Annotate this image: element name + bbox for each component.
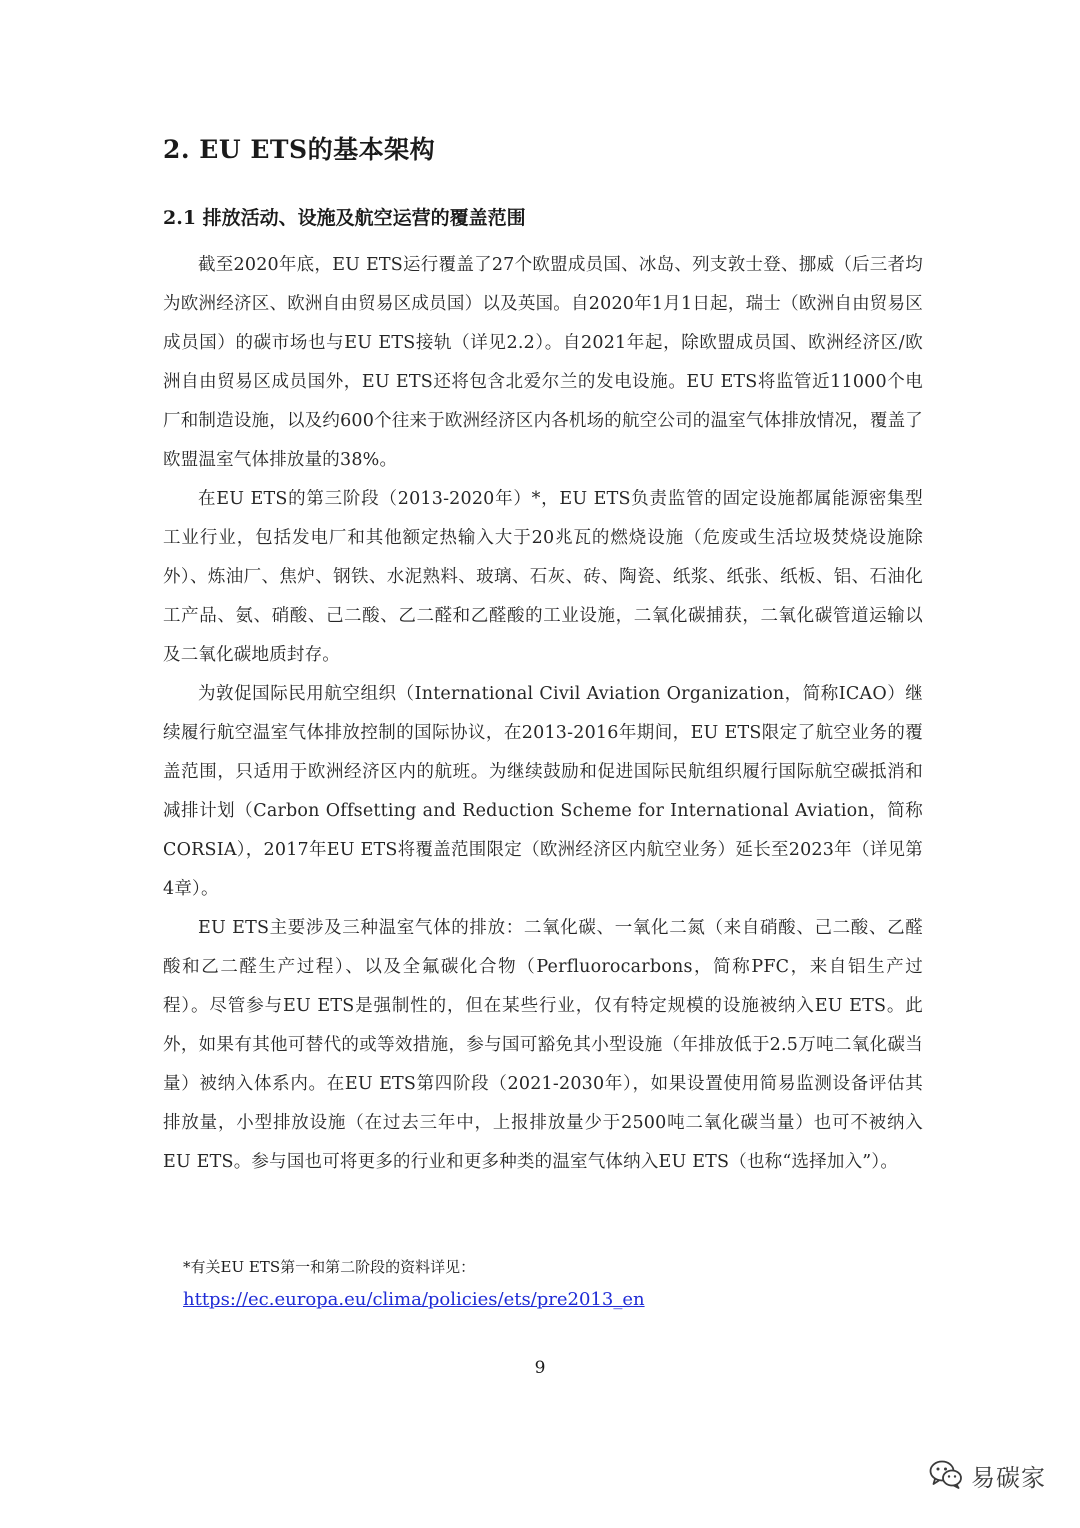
paragraph-aviation: 为敦促国际民用航空组织（International Civil Aviation Organization，简称ICAO）继续履行航空温室气体排放控制的国际协议，在2013-2016年期间，EU ETS限定了航空业务的覆盖范围，只适用于欧洲经济区内的航班。为继续鼓励和促进国际民航组织履行国际航空碳抵消和减排计划（Carbon Offsetting and Reduction Scheme for International Aviation，简称CORSIA），2017年EU ETS将覆盖范围限定（欧洲经济区内航空业务）延长至2023年（详见第4章）。 [163, 684, 923, 899]
page-number: 9 [534, 1358, 546, 1378]
section-heading: 2. EU ETS的基本架构 [163, 135, 436, 164]
wechat-icon [929, 1459, 963, 1493]
footnote-link[interactable]: https://ec.europa.eu/clima/policies/ets/pre2013_en [183, 1289, 645, 1310]
watermark-text: 易碳家 [971, 1464, 1046, 1492]
paragraph-coverage: 截至2020年底，EU ETS运行覆盖了27个欧盟成员国、冰岛、列支敦士登、挪威（后三者均为欧洲经济区、欧洲自由贸易区成员国）以及英国。自2020年1月1日起，瑞士（欧洲自由贸易区成员国）的碳市场也与EU ETS接轨（详见2.2）。自2021年起，除欧盟成员国、欧洲经济区/欧洲自由贸易区成员国外，EU ETS还将包含北爱尔兰的发电设施。EU ETS将监管近11000个电厂和制造设施，以及约600个往来于欧洲经济区内各机场的航空公司的温室气体排放情况，覆盖了欧盟温室气体排放量的38%。 [163, 255, 923, 470]
watermark [929, 1458, 1046, 1493]
body-text [163, 246, 923, 1182]
footnote: *有关EU ETS第一和第二阶段的资料详见： [183, 1258, 476, 1276]
paragraph-phase-three: 在EU ETS的第三阶段（2013-2020年）*，EU ETS负责监管的固定设施都属能源密集型工业行业，包括发电厂和其他额定热输入大于20兆瓦的燃烧设施（危废或生活垃圾焚烧设施除外）、炼油厂、焦炉、钢铁、水泥熟料、玻璃、石灰、砖、陶瓷、纸浆、纸张、纸板、铝、石油化工产品、氨、硝酸、己二酸、乙二醛和乙醛酸的工业设施，二氧化碳捕获，二氧化碳管道运输以及二氧化碳地质封存。 [163, 489, 923, 665]
paragraph-gases: EU ETS主要涉及三种温室气体的排放：二氧化碳、一氧化二氮（来自硝酸、己二酸、乙醛酸和乙二醛生产过程）、以及全氟碳化合物（Perfluorocarbons，简称PFC，来自铝生产过程）。尽管参与EU ETS是强制性的，但在某些行业，仅有特定规模的设施被纳入EU ETS。此外，如果有其他可替代的或等效措施，参与国可豁免其小型设施（年排放低于2.5万吨二氧化碳当量）被纳入体系内。在EU ETS第四阶段（2021-2030年），如果设置使用简易监测设备评估其排放量，小型排放设施（在过去三年中，上报排放量少于2500吨二氧化碳当量）也可不被纳入EU ETS。参与国也可将更多的行业和更多种类的温室气体纳入EU ETS（也称“选择加入”）。 [163, 918, 923, 1172]
subsection-heading: 2.1 排放活动、设施及航空运营的覆盖范围 [163, 207, 526, 229]
